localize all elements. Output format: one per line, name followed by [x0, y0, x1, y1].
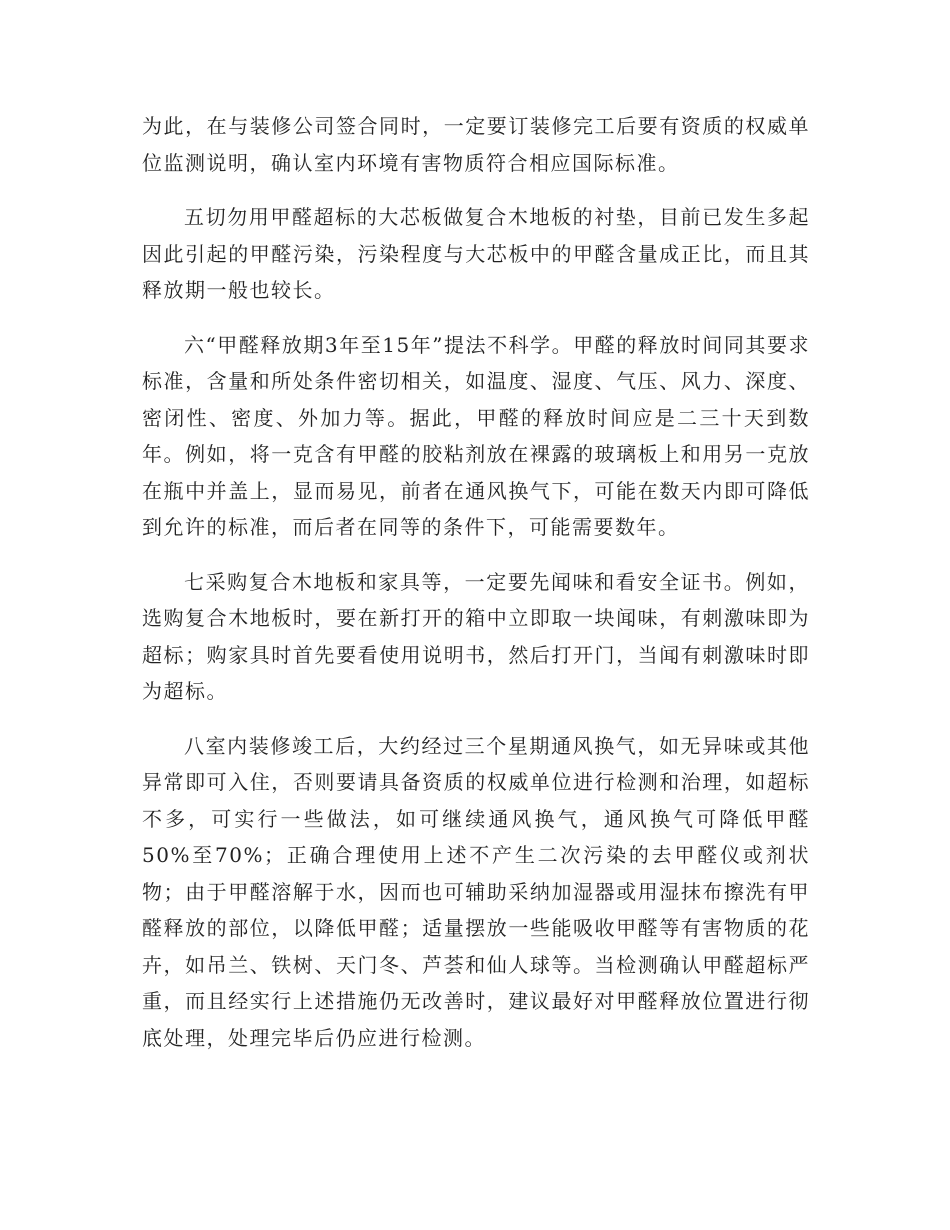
- document-body: [142, 108, 810, 1074]
- paragraph-continuation: 为此，在与装修公司签合同时，一定要订装修完工后要有资质的权威单位监测说明，确认室内环境有害物质符合相应国际标准。: [142, 114, 810, 175]
- paragraph-item-eight: 八室内装修竣工后，大约经过三个星期通风换气，如无异味或其他异常即可入住，否则要请具备资质的权威单位进行检测和治理，如超标不多，可实行一些做法，如可继续通风换气，通风换气可降低甲醛50%至70%；正确合理使用上述不产生二次污染的去甲醛仪或剂状物；由于甲醛溶解于水，因而也可辅助采纳加湿器或用湿抹布擦洗有甲醛释放的部位，以降低甲醛；适量摆放一些能吸收甲醛等有害物质的花卉，如吊兰、铁树、天门冬、芦荟和仙人球等。当检测确认甲醛超标严重，而且经实行上述措施仍无改善时，建议最好对甲醛释放位置进行彻底处理，处理完毕后仍应进行检测。: [142, 733, 810, 1050]
- paragraph-item-seven: 七采购复合木地板和家具等，一定要先闻味和看安全证书。例如，选购复合木地板时，要在新打开的箱中立即取一块闻味，有刺激味即为超标；购家具时首先要看使用说明书，然后打开门，当闻有刺激味时即为超标。: [142, 569, 810, 703]
- paragraph-item-five: 五切勿用甲醛超标的大芯板做复合木地板的衬垫，目前已发生多起因此引起的甲醛污染，污染程度与大芯板中的甲醛含量成正比，而且其释放期一般也较长。: [142, 205, 810, 302]
- paragraph-item-six: 六“甲醛释放期3年至15年”提法不科学。甲醛的释放时间同其要求标准，含量和所处条件密切相关，如温度、湿度、气压、风力、深度、密闭性、密度、外加力等。据此，甲醛的释放时间应是二三十天到数年。例如，将一克含有甲醛的胶粘剂放在裸露的玻璃板上和用另一克放在瓶中并盖上，显而易见，前者在通风换气下，可能在数天内即可降低到允许的标准，而后者在同等的条件下，可能需要数年。: [142, 332, 810, 539]
